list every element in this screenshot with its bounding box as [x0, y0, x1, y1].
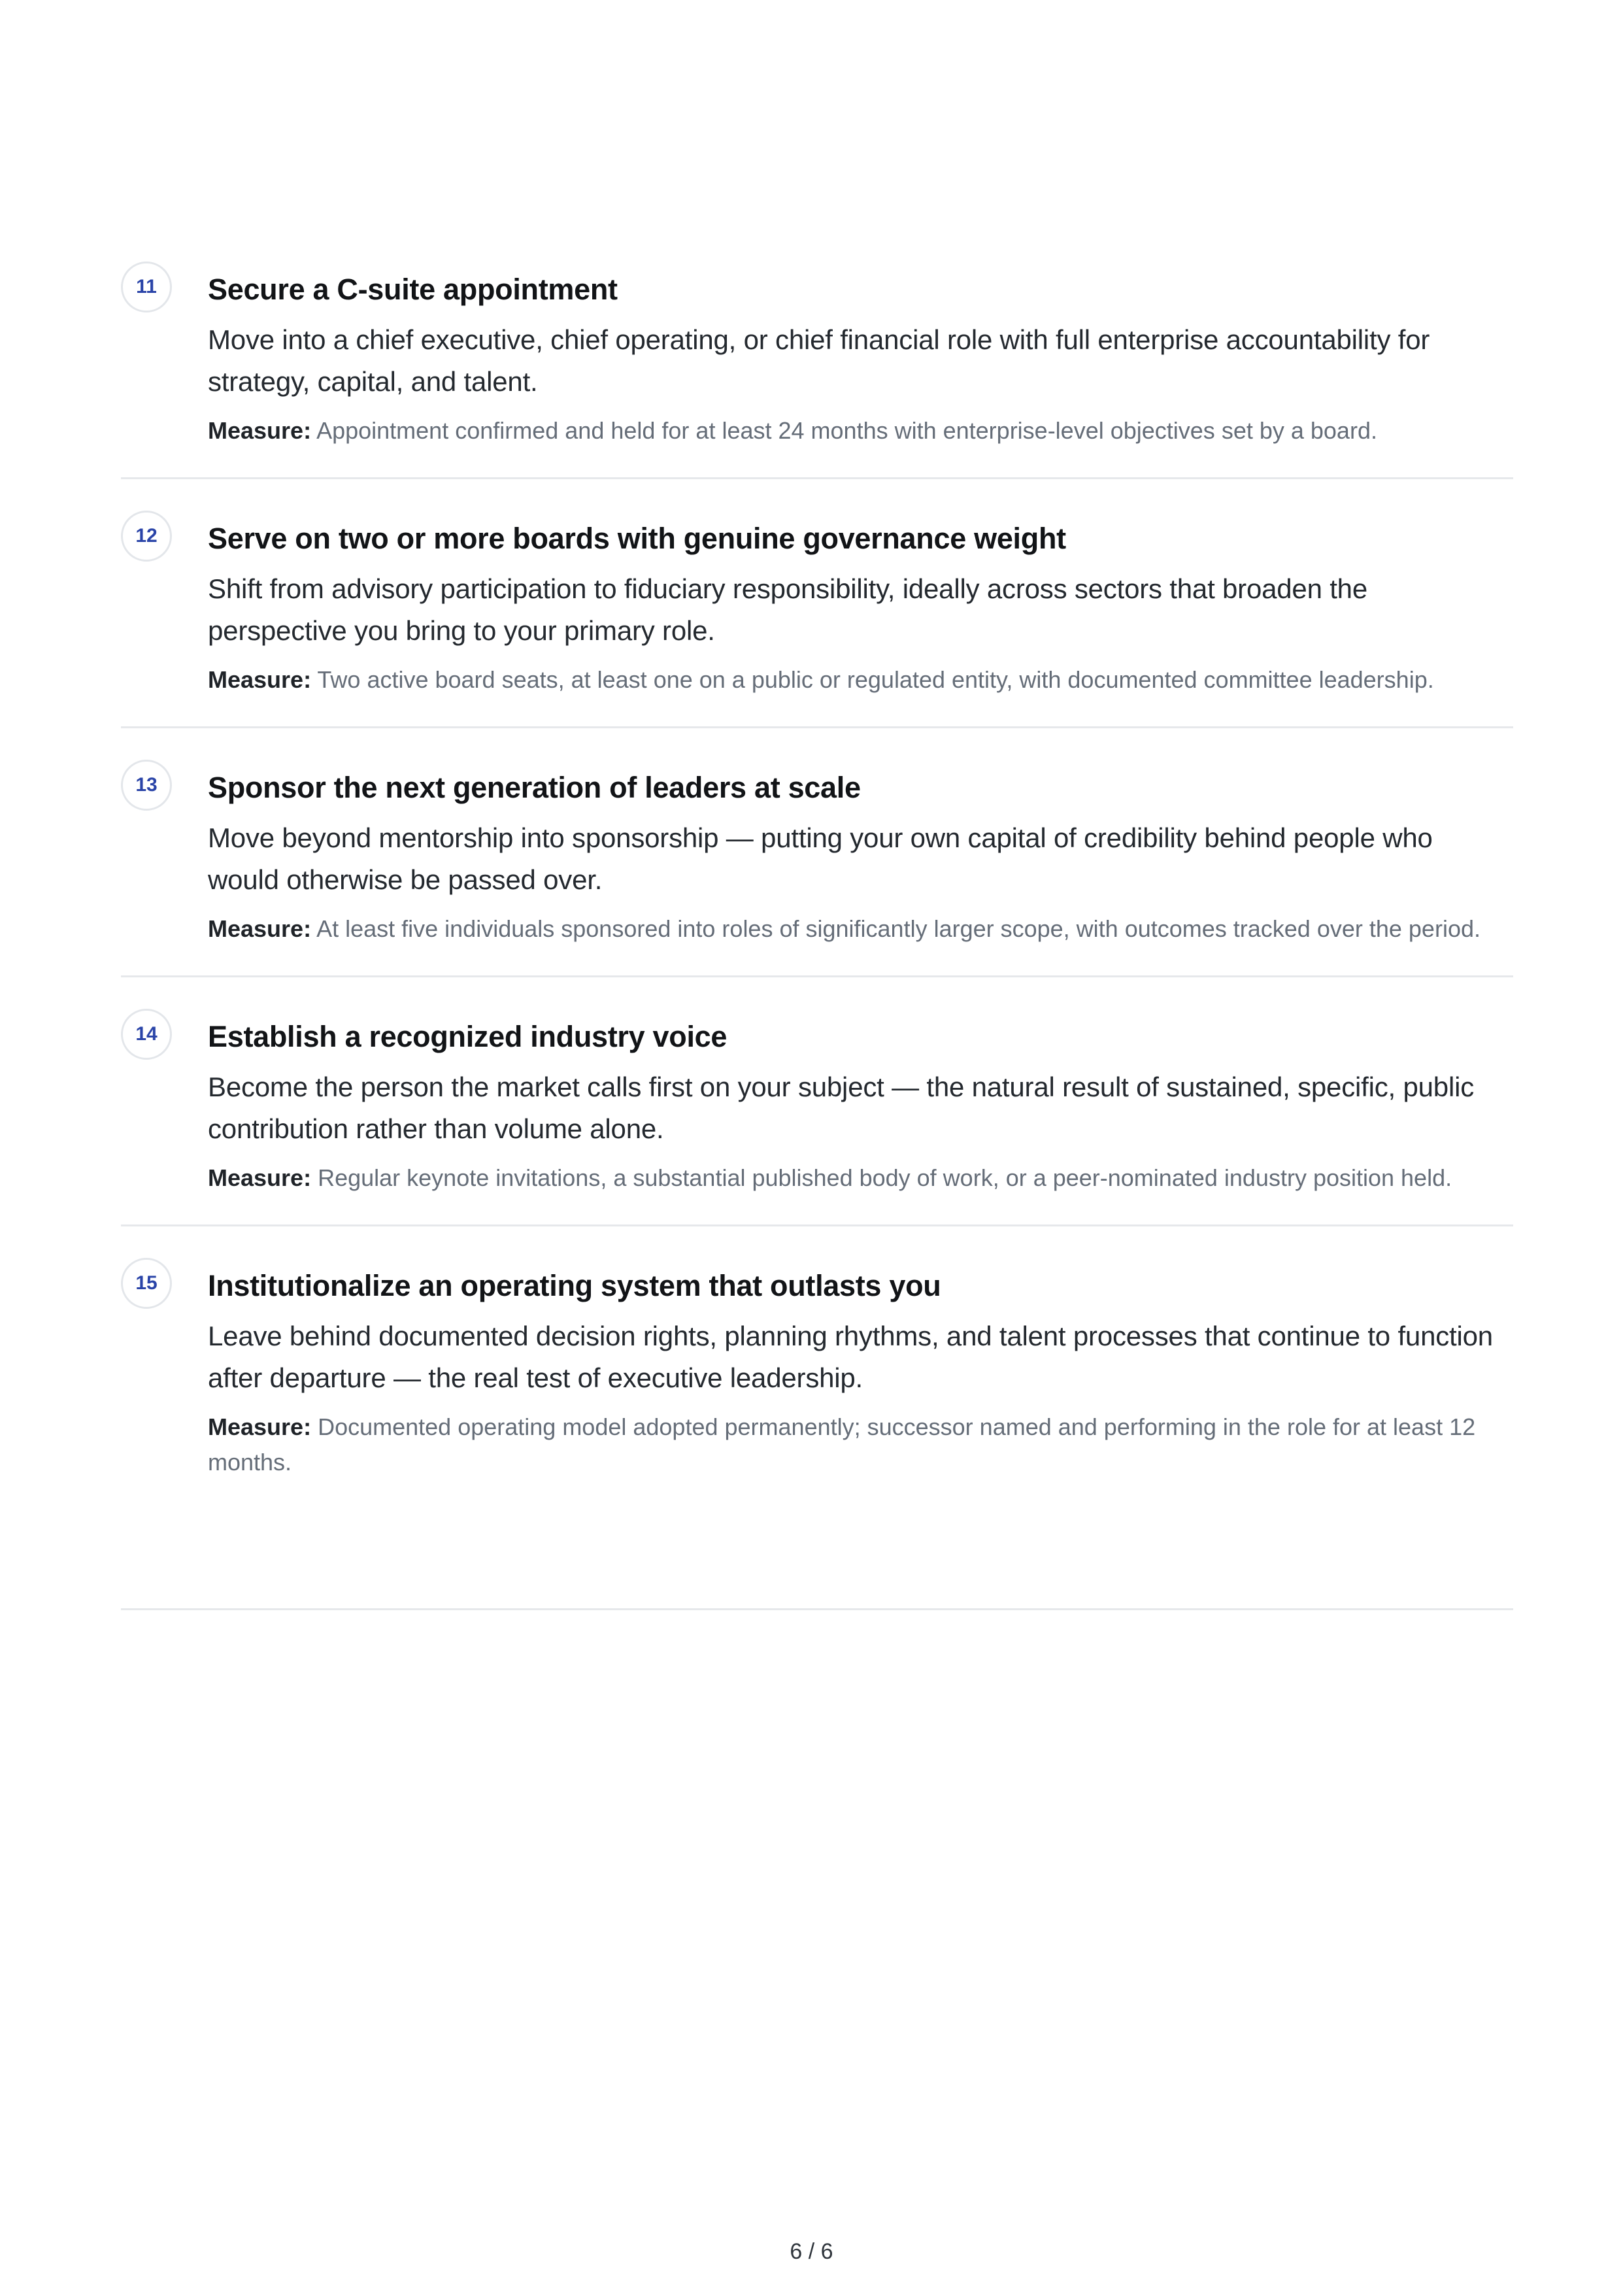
goal-measure: [208, 911, 1507, 947]
goal-description: Shift from advisory participation to fiduciary responsibility, ideally across sectors that broaden the perspective you bring to your primary role.: [208, 573, 1367, 646]
goal-measure: [208, 413, 1507, 448]
goal-description: Become the person the market calls first on your subject — the natural result of sustained, specific, public contribution rather than volume alone.: [208, 1072, 1475, 1144]
measure-text: Appointment confirmed and held for at least 24 months with enterprise-level objectives set by a board.: [316, 417, 1377, 444]
goal-title: Secure a C-suite appointment: [208, 273, 618, 306]
goal-item: [121, 977, 1513, 1226]
goal-title: Establish a recognized industry voice: [208, 1020, 728, 1053]
goal-item: [121, 1226, 1513, 1610]
measure-label: Measure:: [208, 1164, 312, 1191]
measure-text: Regular keynote invitations, a substantial published body of work, or a peer-nominated industry position held.: [318, 1164, 1452, 1191]
measure-text: Two active board seats, at least one on a public or regulated entity, with documented committee leadership.: [317, 666, 1434, 693]
measure-label: Measure:: [208, 666, 312, 693]
measure-label: Measure:: [208, 1413, 312, 1440]
goal-number-badge: 15: [121, 1258, 172, 1309]
goal-title: Serve on two or more boards with genuine governance weight: [208, 522, 1066, 555]
goal-number-badge: 12: [121, 511, 172, 562]
goal-description: Move beyond mentorship into sponsorship — putting your own capital of credibility behind people who would otherwise be passed over.: [208, 822, 1433, 895]
goal-measure: [208, 1410, 1507, 1480]
goal-number-badge: 14: [121, 1009, 172, 1060]
goal-number-badge: 13: [121, 760, 172, 811]
goal-measure: [208, 1160, 1507, 1196]
goal-measure: [208, 662, 1507, 698]
goal-item: [121, 479, 1513, 728]
goal-list: [121, 262, 1513, 1610]
goal-number-badge: 11: [121, 262, 172, 312]
measure-text: At least five individuals sponsored into roles of significantly larger scope, with outcomes tracked over the period.: [316, 915, 1481, 942]
goal-title: Institutionalize an operating system that outlasts you: [208, 1269, 941, 1302]
goal-item: [121, 728, 1513, 977]
measure-label: Measure:: [208, 915, 312, 942]
goal-item: [121, 262, 1513, 479]
goal-description: Leave behind documented decision rights, planning rhythms, and talent processes that continue to function after departure — the real test of executive leadership.: [208, 1321, 1493, 1393]
goal-title: Sponsor the next generation of leaders at scale: [208, 771, 861, 804]
goal-description: Move into a chief executive, chief operating, or chief financial role with full enterprise accountability for strategy, capital, and talent.: [208, 324, 1430, 397]
measure-label: Measure:: [208, 417, 312, 444]
page-number: 6 / 6: [790, 2239, 833, 2264]
measure-text: Documented operating model adopted permanently; successor named and performing in the role for at least 12 months.: [208, 1413, 1476, 1476]
